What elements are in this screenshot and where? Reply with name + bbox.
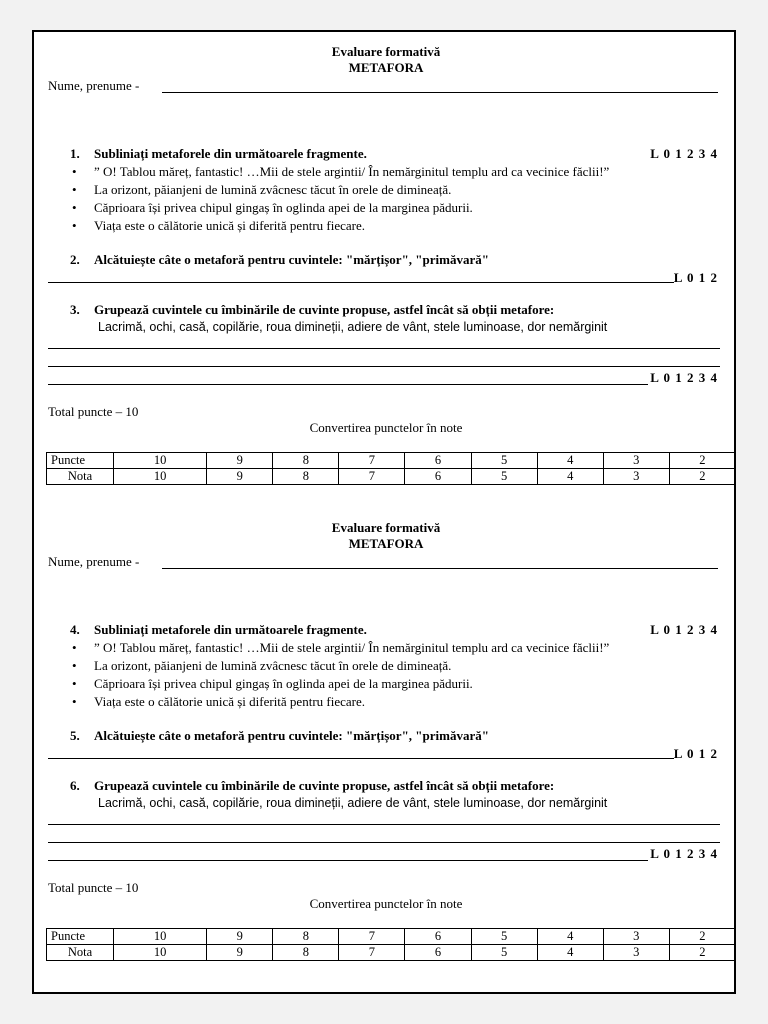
score-q3: L 0 1 2 3 4 — [650, 370, 718, 385]
grade-cell: 10 — [114, 945, 207, 961]
question-3-text: Grupează cuvintele cu îmbinările de cuvinte propuse, astfel încât să obții metafore: — [94, 302, 555, 317]
fragment-item: • La orizont, păianjeni de lumină zvâcnesc tăcut în orele de dimineață. — [94, 182, 451, 197]
answer-line[interactable] — [48, 860, 648, 861]
answer-line[interactable] — [48, 282, 674, 283]
row-label-grade: Nota — [47, 469, 114, 485]
row-label-points: Puncte — [47, 453, 114, 469]
name-label: Nume, prenume - — [48, 554, 140, 569]
points-cell: 5 — [471, 929, 537, 945]
points-cell: 10 — [114, 929, 207, 945]
total-points: Total puncte – 10 — [48, 404, 139, 419]
conversion-table — [46, 452, 736, 485]
grade-cell: 4 — [537, 469, 603, 485]
points-cell: 7 — [339, 929, 405, 945]
points-cell: 8 — [273, 929, 339, 945]
answer-line[interactable] — [48, 366, 720, 367]
row-label-points: Puncte — [47, 929, 114, 945]
question-2-text: Alcătuiește câte o metaforă pentru cuvintele: "mărțișor", "primăvară" — [94, 252, 489, 267]
question-2-text: Alcătuiește câte o metaforă pentru cuvintele: "mărțișor", "primăvară" — [94, 728, 489, 743]
question-number: 6. — [70, 778, 80, 793]
question-number: 2. — [70, 252, 80, 267]
grade-cell: 3 — [603, 469, 669, 485]
question-1-text: Subliniați metaforele din următoarele fragmente. — [94, 622, 367, 637]
points-cell: 3 — [603, 929, 669, 945]
grade-cell: 2 — [669, 469, 735, 485]
question-number: 4. — [70, 622, 80, 637]
fragment-item: • Căprioara își privea chipul gingaș în oglinda apei de la marginea pădurii. — [94, 200, 473, 215]
worksheet-subtitle: METAFORA — [348, 60, 424, 75]
word-list: Lacrimă, ochi, casă, copilărie, roua dimineții, adiere de vânt, stele luminoase, dor nemărginit — [98, 320, 608, 334]
worksheet-page — [32, 30, 736, 994]
name-field-line[interactable] — [162, 92, 718, 93]
grade-cell: 9 — [207, 945, 273, 961]
points-cell: 2 — [669, 929, 735, 945]
answer-line[interactable] — [48, 348, 720, 349]
points-cell: 4 — [537, 453, 603, 469]
fragment-item: • Căprioara își privea chipul gingaș în oglinda apei de la marginea pădurii. — [94, 676, 473, 691]
total-points: Total puncte – 10 — [48, 880, 139, 895]
answer-line[interactable] — [48, 824, 720, 825]
table-row — [47, 453, 736, 469]
answer-line[interactable] — [48, 758, 674, 759]
question-3-text: Grupează cuvintele cu îmbinările de cuvinte propuse, astfel încât să obții metafore: — [94, 778, 555, 793]
conversion-table — [46, 928, 736, 961]
points-cell: 2 — [669, 453, 735, 469]
grade-cell: 9 — [207, 469, 273, 485]
table-row — [47, 929, 736, 945]
worksheet-subtitle: METAFORA — [348, 536, 424, 551]
grade-cell: 7 — [339, 945, 405, 961]
score-q1: L 0 1 2 3 4 — [650, 622, 718, 637]
points-cell: 4 — [537, 929, 603, 945]
grade-cell: 5 — [471, 945, 537, 961]
points-cell: 5 — [471, 453, 537, 469]
worksheet-title: Evaluare formativă — [331, 520, 441, 535]
conversion-title: Convertirea punctelor în note — [309, 896, 463, 911]
conversion-title: Convertirea punctelor în note — [309, 420, 463, 435]
points-cell: 6 — [405, 453, 471, 469]
points-cell: 9 — [207, 453, 273, 469]
question-number: 5. — [70, 728, 80, 743]
fragment-item: • Viața este o călătorie unică și diferită pentru fiecare. — [94, 694, 365, 709]
row-label-grade: Nota — [47, 945, 114, 961]
points-cell: 9 — [207, 929, 273, 945]
question-1-text: Subliniați metaforele din următoarele fragmente. — [94, 146, 367, 161]
grade-cell: 8 — [273, 469, 339, 485]
points-cell: 7 — [339, 453, 405, 469]
grade-cell: 6 — [405, 945, 471, 961]
score-q2: L 0 1 2 — [673, 270, 718, 285]
points-cell: 3 — [603, 453, 669, 469]
grade-cell: 10 — [114, 469, 207, 485]
grade-cell: 5 — [471, 469, 537, 485]
table-row — [47, 469, 736, 485]
fragment-item: • ” O! Tablou măreț, fantastic! …Mii de stele argintii/ În nemărginitul templu ard ca vecinice făclii!” — [94, 640, 609, 655]
points-cell: 8 — [273, 453, 339, 469]
grade-cell: 2 — [669, 945, 735, 961]
word-list: Lacrimă, ochi, casă, copilărie, roua dimineții, adiere de vânt, stele luminoase, dor nemărginit — [98, 796, 608, 810]
question-number: 3. — [70, 302, 80, 317]
grade-cell: 4 — [537, 945, 603, 961]
name-field-line[interactable] — [162, 568, 718, 569]
grade-cell: 3 — [603, 945, 669, 961]
name-label: Nume, prenume - — [48, 78, 140, 93]
fragment-item: • ” O! Tablou măreț, fantastic! …Mii de stele argintii/ În nemărginitul templu ard ca vecinice făclii!” — [94, 164, 609, 179]
grade-cell: 8 — [273, 945, 339, 961]
table-row — [47, 945, 736, 961]
fragment-item: • Viața este o călătorie unică și diferită pentru fiecare. — [94, 218, 365, 233]
answer-line[interactable] — [48, 384, 648, 385]
fragment-item: • La orizont, păianjeni de lumină zvâcnesc tăcut în orele de dimineață. — [94, 658, 451, 673]
answer-line[interactable] — [48, 842, 720, 843]
grade-cell: 6 — [405, 469, 471, 485]
question-number: 1. — [70, 146, 80, 161]
score-q2: L 0 1 2 — [673, 746, 718, 761]
score-q1: L 0 1 2 3 4 — [650, 146, 718, 161]
points-cell: 6 — [405, 929, 471, 945]
worksheet-title: Evaluare formativă — [331, 44, 441, 59]
grade-cell: 7 — [339, 469, 405, 485]
points-cell: 10 — [114, 453, 207, 469]
score-q3: L 0 1 2 3 4 — [650, 846, 718, 861]
